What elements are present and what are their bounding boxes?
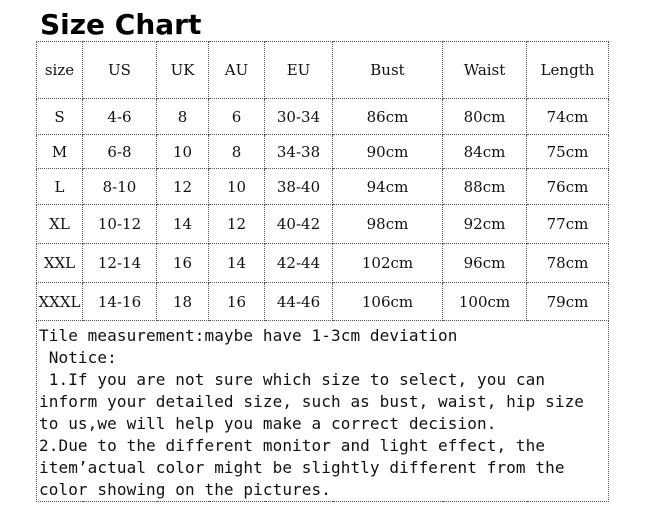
header-eu: EU (265, 42, 333, 99)
cell-uk: 10 (157, 135, 209, 169)
cell-bust: 94cm (333, 169, 443, 205)
cell-au: 14 (209, 244, 265, 283)
table-row (37, 244, 609, 283)
cell-us: 14-16 (83, 283, 157, 321)
cell-waist: 92cm (443, 205, 527, 244)
cell-eu: 44-46 (265, 283, 333, 321)
header-us: US (83, 42, 157, 99)
note-line: color showing on the pictures. (39, 480, 331, 499)
cell-size: XXL (37, 244, 83, 283)
note-line: 2.Due to the different monitor and light effect, the (39, 436, 546, 455)
cell-uk: 16 (157, 244, 209, 283)
table-row (37, 135, 609, 169)
cell-size: XL (37, 205, 83, 244)
cell-au: 8 (209, 135, 265, 169)
cell-uk: 8 (157, 99, 209, 135)
cell-eu: 40-42 (265, 205, 333, 244)
header-size: size (37, 42, 83, 99)
cell-uk: 12 (157, 169, 209, 205)
cell-waist: 96cm (443, 244, 527, 283)
cell-eu: 42-44 (265, 244, 333, 283)
cell-length: 79cm (527, 283, 609, 321)
table-row (37, 169, 609, 205)
header-waist: Waist (443, 42, 527, 99)
note-line: to us,we will help you make a correct decision. (39, 414, 497, 433)
cell-bust: 90cm (333, 135, 443, 169)
note-measurement: Tile measurement:maybe have 1-3cm deviation (39, 326, 458, 345)
notes-row (37, 321, 609, 502)
cell-us: 10-12 (83, 205, 157, 244)
cell-length: 75cm (527, 135, 609, 169)
notes-cell (37, 321, 609, 502)
cell-bust: 102cm (333, 244, 443, 283)
cell-size: XXXL (37, 283, 83, 321)
note-line: inform your detailed size, such as bust, waist, hip size (39, 392, 585, 411)
table-row (37, 99, 609, 135)
cell-au: 16 (209, 283, 265, 321)
table-header-row (37, 42, 609, 99)
cell-waist: 88cm (443, 169, 527, 205)
cell-length: 76cm (527, 169, 609, 205)
cell-bust: 106cm (333, 283, 443, 321)
cell-eu: 34-38 (265, 135, 333, 169)
cell-uk: 14 (157, 205, 209, 244)
cell-length: 74cm (527, 99, 609, 135)
cell-au: 6 (209, 99, 265, 135)
cell-size: S (37, 99, 83, 135)
cell-size: M (37, 135, 83, 169)
cell-bust: 86cm (333, 99, 443, 135)
cell-waist: 80cm (443, 99, 527, 135)
header-uk: UK (157, 42, 209, 99)
note-heading: Notice: (39, 348, 117, 367)
cell-eu: 30-34 (265, 99, 333, 135)
header-bust: Bust (333, 42, 443, 99)
header-length: Length (527, 42, 609, 99)
note-line: 1.If you are not sure which size to select, you can (39, 370, 546, 389)
cell-waist: 84cm (443, 135, 527, 169)
cell-us: 4-6 (83, 99, 157, 135)
cell-us: 8-10 (83, 169, 157, 205)
cell-au: 12 (209, 205, 265, 244)
cell-length: 77cm (527, 205, 609, 244)
cell-size: L (37, 169, 83, 205)
header-au: AU (209, 42, 265, 99)
page-title: Size Chart (40, 8, 202, 41)
cell-eu: 38-40 (265, 169, 333, 205)
cell-us: 12-14 (83, 244, 157, 283)
cell-au: 10 (209, 169, 265, 205)
cell-us: 6-8 (83, 135, 157, 169)
table-row (37, 205, 609, 244)
table-row (37, 283, 609, 321)
cell-uk: 18 (157, 283, 209, 321)
cell-length: 78cm (527, 244, 609, 283)
note-line: item’actual color might be slightly different from the (39, 458, 565, 477)
size-chart-table (36, 41, 609, 502)
cell-bust: 98cm (333, 205, 443, 244)
cell-waist: 100cm (443, 283, 527, 321)
